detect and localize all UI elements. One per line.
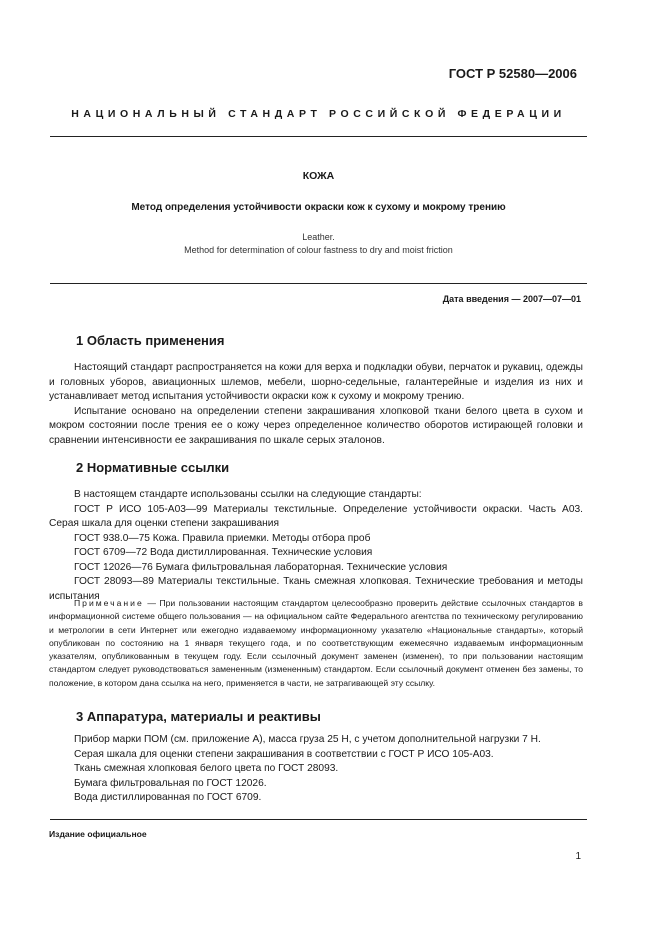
reference-item: ГОСТ Р ИСО 105-А03—99 Материалы текстильные. Определение устойчивости окраски. Часть А03. Серая шкала для оценки степени закрашивания: [49, 503, 583, 529]
page-number: 1: [575, 851, 581, 862]
section-1-paragraph-2: Испытание основано на определении степени закрашивания хлопковой ткани белого цвета в сухом и мокром состоянии после трения ее о кожу через определенное количество оборотов истирающей головки и сравнении интенсивности ее закрашивания по шкале серых эталонов.: [49, 405, 583, 446]
english-title: Leather.: [302, 232, 335, 242]
section-1-body: [49, 361, 583, 448]
reference-item: ГОСТ 6709—72 Вода дистиллированная. Технические условия: [74, 547, 373, 558]
reference-item: ГОСТ 938.0—75 Кожа. Правила приемки. Методы отбора проб: [74, 532, 371, 544]
equipment-line: Вода дистиллированная по ГОСТ 6709.: [74, 792, 262, 803]
equipment-line: Бумага фильтровальная по ГОСТ 12026.: [74, 777, 267, 789]
document-code: ГОСТ Р 52580—2006: [448, 66, 577, 81]
national-standard-banner: НАЦИОНАЛЬНЫЙ СТАНДАРТ РОССИЙСКОЙ ФЕДЕРАЦИИ: [71, 108, 566, 120]
reference-item: ГОСТ 28093—89 Материалы текстильные. Ткань смежная хлопковая. Технические требования и методы испытания: [49, 576, 583, 602]
english-subtitle: Method for determination of colour fastness to dry and moist friction: [184, 245, 453, 255]
section-1-heading: 1 Область применения: [76, 333, 225, 348]
header-rule: [50, 136, 587, 137]
equipment-line: Прибор марки ПОМ (см. приложение А), масса груза 25 Н, с учетом дополнительной нагрузки 7 Н.: [74, 734, 541, 745]
note-block: [49, 597, 583, 690]
official-edition-label: Издание официальное: [49, 829, 147, 839]
references-intro: В настоящем стандарте использованы ссылки на следующие стандарты:: [74, 489, 422, 500]
note-label: Примечание: [74, 598, 144, 608]
reference-item: ГОСТ 12026—76 Бумага фильтровальная лабораторная. Технические условия: [74, 561, 448, 573]
section-2-body: [49, 488, 583, 604]
title-rule: [50, 283, 587, 284]
introduction-date: Дата введения — 2007—07—01: [442, 294, 581, 304]
section-2-heading: 2 Нормативные ссылки: [76, 460, 230, 475]
section-3-body: [74, 733, 583, 806]
equipment-line: Ткань смежная хлопковая белого цвета по ГОСТ 28093.: [74, 763, 339, 774]
standard-title: КОЖА: [302, 170, 335, 182]
standard-subtitle: Метод определения устойчивости окраски кож к сухому и мокрому трению: [131, 202, 506, 213]
footer-rule: [50, 819, 587, 820]
section-3-heading: 3 Аппаратура, материалы и реактивы: [76, 709, 321, 724]
section-1-paragraph-1: Настоящий стандарт распространяется на кожи для верха и подкладки обуви, перчаток и рукавиц, одежды и головных уборов, авиационных шлемов, мебели, шорно-седельные, галантерейные и изделия из них и устанавливает метод испытания устойчивости окраски кож к сухому и мокрому трению.: [49, 362, 583, 402]
note-text: — При пользовании настоящим стандартом целесообразно проверить действие ссылочных стандартов в информационной системе общего пользования — на официальном сайте Федерального агентства по техническому регулированию и метрологии в сети Интернет или ежегодно издаваемому информационному указателю «Национальные стандарты», который опубликован по состоянию на 1 января текущего года, и по соответствующим ежемесячно издаваемым информационным указателям, опубликованным в текущем году. Если ссылочный документ заменен (изменен), то при пользовании настоящим стандартом следует руководствоваться замененным (измененным) стандартом. Если ссылочный документ отменен без замены, то положение, в котором дана ссылка на него, применяется в части, не затрагивающей эту ссылку.: [49, 598, 583, 688]
equipment-line: Серая шкала для оценки степени закрашивания в соответствии с ГОСТ Р ИСО 105-А03.: [74, 748, 494, 760]
